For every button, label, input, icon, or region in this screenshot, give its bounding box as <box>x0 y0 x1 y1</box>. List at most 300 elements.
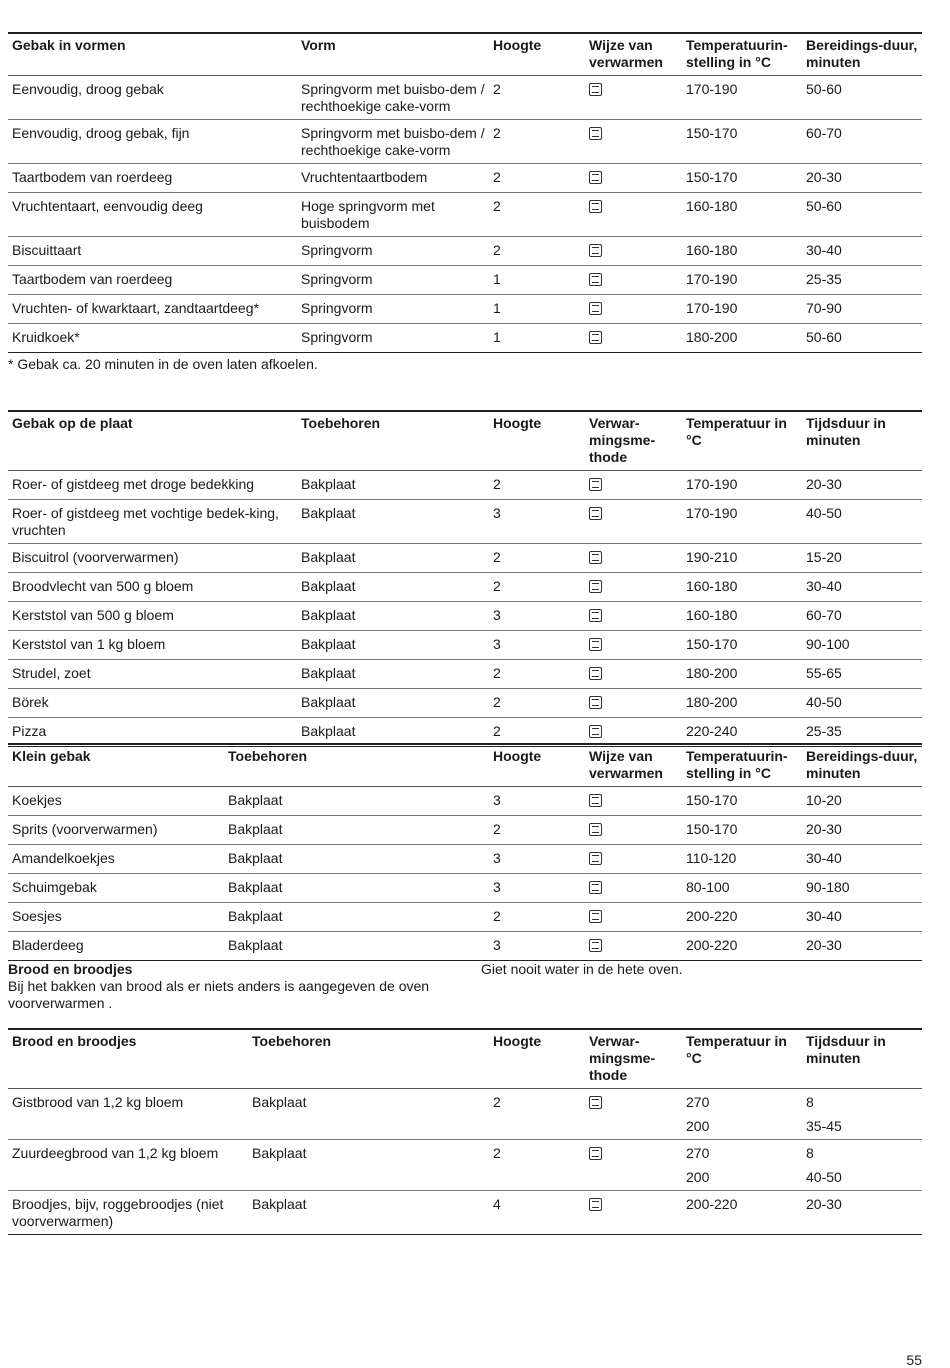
oven-top-bottom-heat-icon <box>589 171 602 184</box>
page-number: 55 <box>906 1352 922 1368</box>
shelf-height: 3 <box>489 787 585 816</box>
temperature-cell <box>682 1191 802 1235</box>
oven-top-bottom-heat-icon <box>589 127 602 140</box>
temperature-cell <box>682 76 802 120</box>
column-header: Klein gebak <box>8 744 224 787</box>
heating-mode-cell <box>585 76 682 120</box>
shelf-height: 2 <box>489 689 585 718</box>
temperature-value: 160-180 <box>686 198 738 214</box>
duration-cell <box>802 295 922 324</box>
shelf-height: 2 <box>489 237 585 266</box>
temperature-value: 270 <box>686 1094 710 1110</box>
accessory: Springvorm met buisbo-dem / rechthoekige cake-vorm <box>297 120 489 164</box>
column-header: Temperatuur in °C <box>682 1029 802 1089</box>
duration-value: 40-50 <box>806 505 842 521</box>
accessory: Bakplaat <box>248 1089 489 1140</box>
heating-mode-cell <box>585 845 682 874</box>
shelf-height: 1 <box>489 295 585 324</box>
table-row <box>8 544 922 573</box>
heating-mode-cell <box>585 874 682 903</box>
temperature-value: 150-170 <box>686 169 738 185</box>
column-header: Hoogte <box>489 33 585 76</box>
dish-name: Soesjes <box>8 903 224 932</box>
dish-name: Zuurdeegbrood van 1,2 kg bloem <box>8 1140 248 1191</box>
column-header: Gebak in vormen <box>8 33 297 76</box>
temperature-cell <box>682 903 802 932</box>
dish-name: Sprits (voorverwarmen) <box>8 816 224 845</box>
temperature-cell <box>682 573 802 602</box>
shelf-height: 3 <box>489 602 585 631</box>
duration-cell <box>802 120 922 164</box>
shelf-height: 3 <box>489 845 585 874</box>
shelf-height: 2 <box>489 1089 585 1140</box>
dish-name: Eenvoudig, droog gebak <box>8 76 297 120</box>
shelf-height: 1 <box>489 266 585 295</box>
oven-top-bottom-heat-icon <box>589 200 602 213</box>
duration-cell <box>802 1191 922 1235</box>
duration-cell <box>802 816 922 845</box>
temperature-cell <box>682 845 802 874</box>
dish-name: Amandelkoekjes <box>8 845 224 874</box>
duration-value: 20-30 <box>806 169 842 185</box>
heating-mode-cell <box>585 573 682 602</box>
oven-top-bottom-heat-icon <box>589 1198 602 1211</box>
temperature-cell <box>682 193 802 237</box>
column-header: Hoogte <box>489 744 585 787</box>
duration-cell <box>802 544 922 573</box>
temperature-value: 170-190 <box>686 476 738 492</box>
table <box>8 1028 922 1235</box>
table-row <box>8 237 922 266</box>
duration-value: 90-100 <box>806 636 850 652</box>
accessory: Bakplaat <box>224 816 489 845</box>
dish-name: Biscuitrol (voorverwarmen) <box>8 544 297 573</box>
accessory: Bakplaat <box>297 718 489 747</box>
table-gebak-op-de-plaat <box>8 410 922 747</box>
shelf-height: 2 <box>489 76 585 120</box>
table-row <box>8 1140 922 1191</box>
temperature-value: 200-220 <box>686 1196 738 1212</box>
temperature-cell <box>682 295 802 324</box>
column-header: Bereidings-duur, minuten <box>802 33 922 76</box>
heating-mode-cell <box>585 689 682 718</box>
duration-cell <box>802 237 922 266</box>
table-row <box>8 295 922 324</box>
temperature-value: 200 <box>686 1118 710 1134</box>
shelf-height: 2 <box>489 544 585 573</box>
heating-mode-cell <box>585 660 682 689</box>
column-header: Temperatuurin-stelling in °C <box>682 33 802 76</box>
table-row <box>8 845 922 874</box>
accessory: Bakplaat <box>297 471 489 500</box>
column-header: Toebehoren <box>224 744 489 787</box>
column-header: Hoogte <box>489 1029 585 1089</box>
duration-cell <box>802 324 922 353</box>
accessory: Bakplaat <box>224 787 489 816</box>
duration-value: 20-30 <box>806 821 842 837</box>
duration-cell <box>802 266 922 295</box>
dish-name: Taartbodem van roerdeeg <box>8 266 297 295</box>
duration-value: 10-20 <box>806 792 842 808</box>
temperature-value: 170-190 <box>686 505 738 521</box>
dish-name: Eenvoudig, droog gebak, fijn <box>8 120 297 164</box>
duration-value: 50-60 <box>806 198 842 214</box>
accessory: Bakplaat <box>248 1191 489 1235</box>
table-header-row <box>8 33 922 76</box>
heating-mode-cell <box>585 193 682 237</box>
accessory: Springvorm <box>297 237 489 266</box>
duration-cell <box>802 76 922 120</box>
dish-name: Roer- of gistdeeg met droge bedekking <box>8 471 297 500</box>
duration-cell <box>802 787 922 816</box>
temperature-cell <box>682 631 802 660</box>
temperature-cell <box>682 1140 802 1191</box>
table-gebak-in-vormen <box>8 32 922 373</box>
duration-cell <box>802 631 922 660</box>
oven-top-bottom-heat-icon <box>589 725 602 738</box>
duration-cell <box>802 1089 922 1140</box>
temperature-cell <box>682 874 802 903</box>
duration-cell <box>802 874 922 903</box>
heating-mode-cell <box>585 120 682 164</box>
table-row <box>8 266 922 295</box>
dish-name: Bladerdeeg <box>8 932 224 961</box>
shelf-height: 1 <box>489 324 585 353</box>
duration-cell <box>802 500 922 544</box>
table-row <box>8 193 922 237</box>
shelf-height: 4 <box>489 1191 585 1235</box>
heating-mode-cell <box>585 631 682 660</box>
table <box>8 743 922 961</box>
temperature-value: 200 <box>686 1169 710 1185</box>
accessory: Vruchtentaartbodem <box>297 164 489 193</box>
dish-name: Kerststol van 1 kg bloem <box>8 631 297 660</box>
shelf-height: 2 <box>489 573 585 602</box>
table-row <box>8 660 922 689</box>
temperature-value: 150-170 <box>686 636 738 652</box>
dish-name: Pizza <box>8 718 297 747</box>
heating-mode-cell <box>585 1140 682 1191</box>
dish-name: Gistbrood van 1,2 kg bloem <box>8 1089 248 1140</box>
table-row <box>8 120 922 164</box>
heating-mode-cell <box>585 903 682 932</box>
table-row <box>8 903 922 932</box>
table-header-row <box>8 744 922 787</box>
table-row <box>8 932 922 961</box>
heating-mode-cell <box>585 237 682 266</box>
duration-value: 30-40 <box>806 578 842 594</box>
column-header: Verwar-mingsme-thode <box>585 1029 682 1089</box>
temperature-cell <box>682 120 802 164</box>
shelf-height: 2 <box>489 193 585 237</box>
shelf-height: 2 <box>489 120 585 164</box>
shelf-height: 2 <box>489 718 585 747</box>
temperature-value: 110-120 <box>686 850 737 866</box>
heating-mode-cell <box>585 544 682 573</box>
duration-cell <box>802 1140 922 1191</box>
duration-value: 20-30 <box>806 476 842 492</box>
heating-mode-cell <box>585 164 682 193</box>
table-row <box>8 1089 922 1140</box>
temperature-value: 170-190 <box>686 81 738 97</box>
oven-top-bottom-heat-icon <box>589 794 602 807</box>
table-row <box>8 500 922 544</box>
accessory: Springvorm <box>297 266 489 295</box>
column-header: Vorm <box>297 33 489 76</box>
column-header: Bereidings-duur, minuten <box>802 744 922 787</box>
accessory: Bakplaat <box>224 932 489 961</box>
shelf-height: 2 <box>489 816 585 845</box>
temperature-cell <box>682 544 802 573</box>
temperature-cell <box>682 932 802 961</box>
accessory: Bakplaat <box>297 573 489 602</box>
temperature-cell <box>682 237 802 266</box>
dish-name: Broodjes, bijv, roggebroodjes (niet voorverwarmen) <box>8 1191 248 1235</box>
table-header-row <box>8 1029 922 1089</box>
column-header: Tijdsduur in minuten <box>802 411 922 471</box>
oven-top-bottom-heat-icon <box>589 939 602 952</box>
oven-top-bottom-heat-icon <box>589 823 602 836</box>
table-row <box>8 787 922 816</box>
heating-mode-cell <box>585 1191 682 1235</box>
table-row <box>8 164 922 193</box>
oven-top-bottom-heat-icon <box>589 638 602 651</box>
temperature-value: 170-190 <box>686 271 738 287</box>
warning-text: Giet nooit water in de hete oven. <box>481 961 683 977</box>
duration-cell <box>802 573 922 602</box>
oven-top-bottom-heat-icon <box>589 551 602 564</box>
temperature-cell <box>682 689 802 718</box>
column-header: Gebak op de plaat <box>8 411 297 471</box>
accessory: Bakplaat <box>224 903 489 932</box>
temperature-value: 170-190 <box>686 300 738 316</box>
table <box>8 32 922 353</box>
heating-mode-cell <box>585 1089 682 1140</box>
temperature-cell <box>682 660 802 689</box>
oven-top-bottom-heat-icon <box>589 1096 602 1109</box>
temperature-value: 270 <box>686 1145 710 1161</box>
temperature-cell <box>682 500 802 544</box>
heating-mode-cell <box>585 266 682 295</box>
temperature-value: 180-200 <box>686 329 738 345</box>
accessory: Bakplaat <box>297 689 489 718</box>
temperature-value: 220-240 <box>686 723 738 739</box>
oven-top-bottom-heat-icon <box>589 580 602 593</box>
heating-mode-cell <box>585 500 682 544</box>
heating-mode-cell <box>585 324 682 353</box>
column-header: Toebehoren <box>297 411 489 471</box>
shelf-height: 2 <box>489 1140 585 1191</box>
bread-section-title: Brood en broodjes <box>8 961 133 977</box>
heating-mode-cell <box>585 295 682 324</box>
temperature-cell <box>682 787 802 816</box>
accessory: Bakplaat <box>248 1140 489 1191</box>
duration-value: 8 <box>806 1094 814 1110</box>
oven-top-bottom-heat-icon <box>589 478 602 491</box>
temperature-cell <box>682 164 802 193</box>
accessory: Springvorm met buisbo-dem / rechthoekige cake-vorm <box>297 76 489 120</box>
duration-value: 90-180 <box>806 879 850 895</box>
temperature-value: 80-100 <box>686 879 730 895</box>
footnote: * Gebak ca. 20 minuten in de oven laten afkoelen. <box>8 356 318 372</box>
shelf-height: 2 <box>489 903 585 932</box>
dish-name: Strudel, zoet <box>8 660 297 689</box>
shelf-height: 2 <box>489 164 585 193</box>
shelf-height: 2 <box>489 471 585 500</box>
dish-name: Biscuittaart <box>8 237 297 266</box>
table-row <box>8 816 922 845</box>
oven-top-bottom-heat-icon <box>589 1147 602 1160</box>
duration-cell <box>802 689 922 718</box>
column-header: Temperatuur in °C <box>682 411 802 471</box>
temperature-cell <box>682 471 802 500</box>
column-header: Brood en broodjes <box>8 1029 248 1089</box>
oven-top-bottom-heat-icon <box>589 273 602 286</box>
duration-value: 50-60 <box>806 329 842 345</box>
column-header: Temperatuurin-stelling in °C <box>682 744 802 787</box>
table-row <box>8 874 922 903</box>
duration-value: 60-70 <box>806 607 842 623</box>
temperature-value: 150-170 <box>686 792 738 808</box>
duration-cell <box>802 471 922 500</box>
dish-name: Börek <box>8 689 297 718</box>
table-row <box>8 471 922 500</box>
accessory: Bakplaat <box>297 544 489 573</box>
table <box>8 410 922 747</box>
dish-name: Kruidkoek* <box>8 324 297 353</box>
duration-value: 30-40 <box>806 908 842 924</box>
oven-top-bottom-heat-icon <box>589 667 602 680</box>
oven-top-bottom-heat-icon <box>589 852 602 865</box>
table-row <box>8 573 922 602</box>
temperature-cell <box>682 602 802 631</box>
heating-mode-cell <box>585 787 682 816</box>
temperature-value: 180-200 <box>686 665 738 681</box>
accessory: Bakplaat <box>297 660 489 689</box>
temperature-cell <box>682 266 802 295</box>
shelf-height: 3 <box>489 500 585 544</box>
accessory: Bakplaat <box>297 500 489 544</box>
dish-name: Taartbodem van roerdeeg <box>8 164 297 193</box>
duration-value: 15-20 <box>806 549 842 565</box>
dish-name: Vruchten- of kwarktaart, zandtaartdeeg* <box>8 295 297 324</box>
column-header: Hoogte <box>489 411 585 471</box>
shelf-height: 3 <box>489 874 585 903</box>
oven-top-bottom-heat-icon <box>589 244 602 257</box>
table-row <box>8 76 922 120</box>
duration-value: 20-30 <box>806 1196 842 1212</box>
bread-section <box>8 961 458 1012</box>
duration-value: 8 <box>806 1145 814 1161</box>
bread-section-text: Bij het bakken van brood als er niets anders is aangegeven de oven voorverwarmen . <box>8 978 430 1011</box>
column-header: Wijze van verwarmen <box>585 33 682 76</box>
duration-cell <box>802 660 922 689</box>
temperature-value: 150-170 <box>686 821 738 837</box>
shelf-height: 3 <box>489 932 585 961</box>
oven-top-bottom-heat-icon <box>589 696 602 709</box>
temperature-value: 160-180 <box>686 607 738 623</box>
accessory: Bakplaat <box>297 602 489 631</box>
column-header: Tijdsduur in minuten <box>802 1029 922 1089</box>
duration-value: 40-50 <box>806 694 842 710</box>
heating-mode-cell <box>585 471 682 500</box>
table-row <box>8 602 922 631</box>
heating-mode-cell <box>585 816 682 845</box>
duration-value: 70-90 <box>806 300 842 316</box>
temperature-value: 190-210 <box>686 549 738 565</box>
table-row <box>8 1191 922 1235</box>
column-header: Toebehoren <box>248 1029 489 1089</box>
table-row <box>8 324 922 353</box>
duration-value: 35-45 <box>806 1118 842 1134</box>
duration-cell <box>802 164 922 193</box>
dish-name: Kerststol van 500 g bloem <box>8 602 297 631</box>
duration-cell <box>802 903 922 932</box>
temperature-value: 150-170 <box>686 125 738 141</box>
table-header-row <box>8 411 922 471</box>
accessory: Hoge springvorm met buisbodem <box>297 193 489 237</box>
oven-top-bottom-heat-icon <box>589 609 602 622</box>
temperature-value: 160-180 <box>686 242 738 258</box>
duration-value: 25-35 <box>806 271 842 287</box>
duration-value: 40-50 <box>806 1169 842 1185</box>
oven-top-bottom-heat-icon <box>589 302 602 315</box>
oven-top-bottom-heat-icon <box>589 83 602 96</box>
dish-name: Roer- of gistdeeg met vochtige bedek-king, vruchten <box>8 500 297 544</box>
heating-mode-cell <box>585 932 682 961</box>
accessory: Bakplaat <box>297 631 489 660</box>
accessory: Springvorm <box>297 324 489 353</box>
temperature-value: 180-200 <box>686 694 738 710</box>
duration-cell <box>802 932 922 961</box>
oven-top-bottom-heat-icon <box>589 910 602 923</box>
duration-value: 30-40 <box>806 850 842 866</box>
duration-value: 50-60 <box>806 81 842 97</box>
table-brood-en-broodjes <box>8 1028 922 1235</box>
duration-value: 55-65 <box>806 665 842 681</box>
dish-name: Koekjes <box>8 787 224 816</box>
temperature-value: 200-220 <box>686 908 738 924</box>
oven-top-bottom-heat-icon <box>589 331 602 344</box>
column-header: Verwar-mingsme-thode <box>585 411 682 471</box>
heating-mode-cell <box>585 602 682 631</box>
duration-value: 60-70 <box>806 125 842 141</box>
oven-top-bottom-heat-icon <box>589 507 602 520</box>
table-row <box>8 631 922 660</box>
duration-value: 30-40 <box>806 242 842 258</box>
dish-name: Vruchtentaart, eenvoudig deeg <box>8 193 297 237</box>
shelf-height: 2 <box>489 660 585 689</box>
temperature-cell <box>682 1089 802 1140</box>
accessory: Springvorm <box>297 295 489 324</box>
accessory: Bakplaat <box>224 845 489 874</box>
shelf-height: 3 <box>489 631 585 660</box>
duration-value: 25-35 <box>806 723 842 739</box>
temperature-cell <box>682 324 802 353</box>
table-klein-gebak <box>8 743 922 961</box>
temperature-value: 200-220 <box>686 937 738 953</box>
temperature-cell <box>682 816 802 845</box>
column-header: Wijze van verwarmen <box>585 744 682 787</box>
dish-name: Schuimgebak <box>8 874 224 903</box>
duration-cell <box>802 193 922 237</box>
accessory: Bakplaat <box>224 874 489 903</box>
oven-top-bottom-heat-icon <box>589 881 602 894</box>
table-row <box>8 689 922 718</box>
temperature-value: 160-180 <box>686 578 738 594</box>
duration-cell <box>802 602 922 631</box>
dish-name: Broodvlecht van 500 g bloem <box>8 573 297 602</box>
